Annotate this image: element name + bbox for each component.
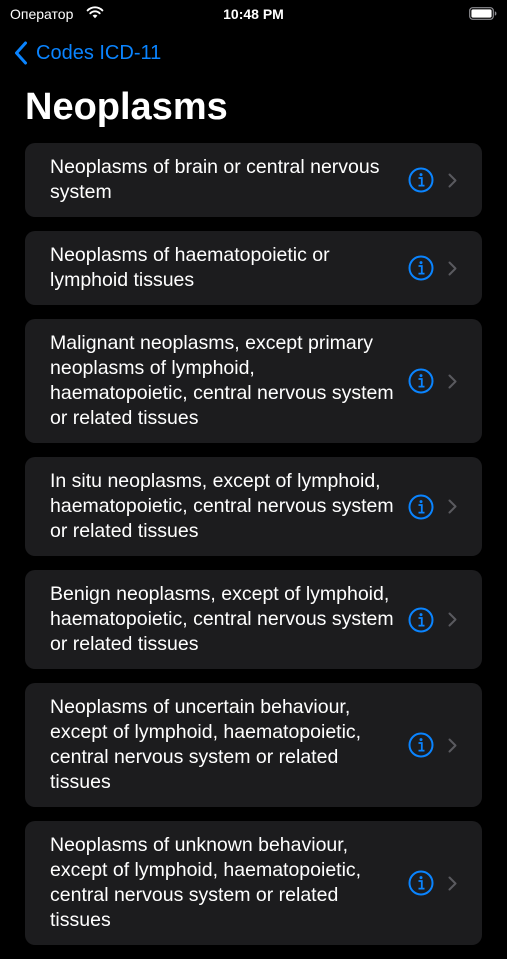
chevron-right-icon (448, 173, 457, 188)
chevron-right-icon (448, 876, 457, 891)
list-item-label: In situ neoplasms, except of lymphoid, haematopoietic, central nervous system or related tissues (50, 470, 394, 542)
list-item[interactable] (25, 457, 482, 556)
carrier-label: Оператор (10, 6, 74, 22)
battery-icon (469, 7, 497, 20)
status-bar (0, 0, 507, 30)
list-item[interactable] (25, 319, 482, 443)
status-time: 10:48 PM (223, 6, 284, 22)
info-icon[interactable] (408, 368, 434, 394)
list-item-label: Neoplasms of brain or central nervous system (50, 156, 380, 203)
list-item[interactable] (25, 683, 482, 807)
info-icon[interactable] (408, 167, 434, 193)
list-item[interactable] (25, 570, 482, 669)
back-button-label: Codes ICD-11 (36, 41, 162, 64)
info-icon[interactable] (408, 732, 434, 758)
list-item-label: Benign neoplasms, except of lymphoid, haematopoietic, central nervous system or related tissues (50, 583, 394, 655)
info-icon[interactable] (408, 607, 434, 633)
category-list (25, 143, 482, 959)
list-item-label: Neoplasms of haematopoietic or lymphoid tissues (50, 244, 330, 291)
list-item[interactable] (25, 231, 482, 305)
info-icon[interactable] (408, 870, 434, 896)
chevron-right-icon (448, 374, 457, 389)
chevron-right-icon (448, 612, 457, 627)
back-button[interactable] (14, 38, 161, 68)
list-item-label: Neoplasms of uncertain behaviour, except of lymphoid, haematopoietic, central nervous system or related tissues (50, 696, 362, 793)
chevron-right-icon (448, 261, 457, 276)
list-item[interactable] (25, 821, 482, 945)
chevron-right-icon (448, 738, 457, 753)
list-item[interactable] (25, 143, 482, 217)
info-icon[interactable] (408, 494, 434, 520)
chevron-back-icon (14, 41, 28, 65)
chevron-right-icon (448, 499, 457, 514)
page-title: Neoplasms (25, 86, 228, 128)
list-item-label: Neoplasms of unknown behaviour, except of lymphoid, haematopoietic, central nervous system or related tissues (50, 834, 362, 931)
list-item-label: Malignant neoplasms, except primary neoplasms of lymphoid, haematopoietic, central nervous system or related tissues (50, 332, 394, 429)
info-icon[interactable] (408, 255, 434, 281)
